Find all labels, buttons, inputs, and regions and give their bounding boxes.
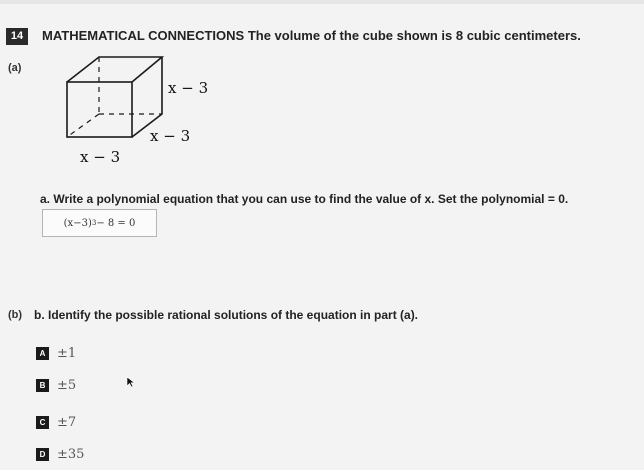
answer-base: (x−3) [63,217,92,229]
answer-input[interactable] [42,209,157,237]
part-a-prompt: a. Write a polynomial equation that you can use to find the value of x. Set the polynomial = 0. [40,192,569,206]
question-title: MATHEMATICAL CONNECTIONS The volume of the cube shown is 8 cubic centimeters. [42,28,581,43]
choice-c[interactable] [36,414,76,430]
question-number-badge: 14 [6,28,28,45]
part-a-label: (a) [8,62,22,74]
part-b-label: (b) [8,309,23,321]
choice-c-letter: C [36,416,49,429]
choice-a-letter: A [36,347,49,360]
answer-rest: − 8 = 0 [96,217,136,229]
top-border [0,0,644,4]
choice-d[interactable] [36,446,84,462]
choice-d-letter: D [36,448,49,461]
cube-top-face [67,57,162,82]
cube-label-height: x − 3 [168,79,209,97]
choice-c-text: ±7 [57,414,77,430]
answer-exponent: 3 [91,219,97,227]
mouse-pointer-icon [126,376,136,388]
choice-d-text: ±35 [57,446,85,462]
choice-a-text: ±1 [57,345,77,361]
choice-b-text: ±5 [57,377,77,393]
choice-b-letter: B [36,379,49,392]
cube-label-depth: x − 3 [150,127,191,145]
cube-hidden-depth-edge [67,114,99,137]
part-b-prompt: b. Identify the possible rational solutions of the equation in part (a). [34,308,419,322]
choice-b[interactable] [36,377,76,393]
choice-a[interactable] [36,345,76,361]
cube-label-width: x − 3 [80,148,121,166]
